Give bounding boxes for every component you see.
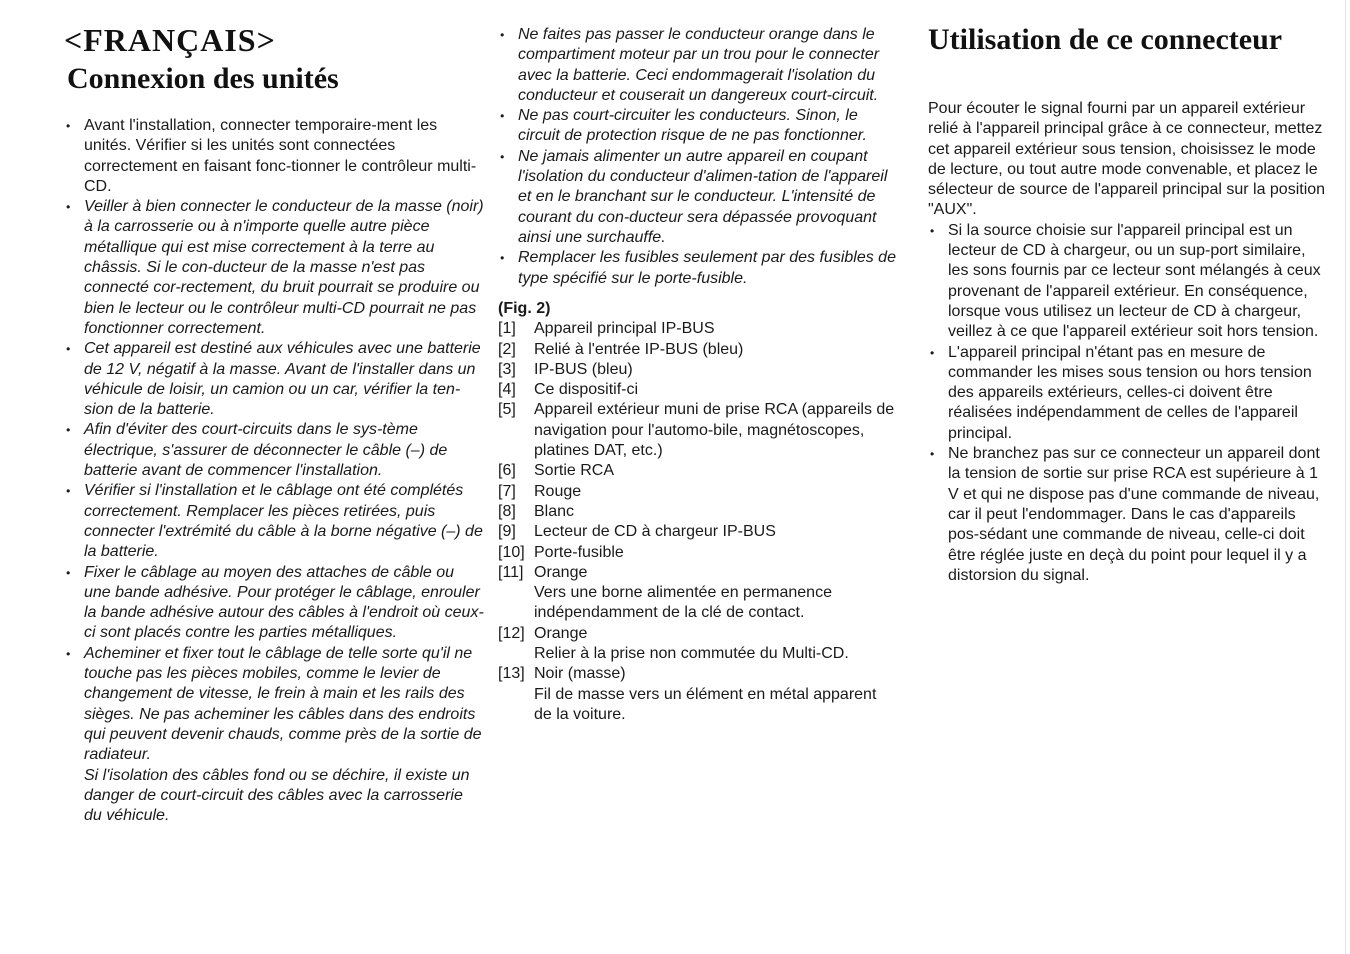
figure-legend-item [498,360,898,380]
figure-legend [498,299,898,725]
utilisation-bullet-list [928,221,1328,586]
legend-number: [7] [498,482,516,500]
page-edge-divider [1345,0,1346,954]
legend-text: Relié à l'entrée IP-BUS (bleu) [534,340,744,358]
legend-number: [3] [498,360,516,378]
bullet-text: Veiller à bien connecter le conducteur de la masse (noir) à la carrosserie ou à n'importe quelle autre pièce métallique qui est mise correctement à la terre au châssis. Si le con-ducteur de la masse n'est pas connecté cor-rectement, du bruit pourrait se produire ou bien le lecteur ou le contrôleur multi-CD pourrait ne pas fonctionner correctement. [84,198,484,337]
legend-number: [9] [498,523,516,541]
figure-legend-item [498,319,898,339]
bullet-item [64,116,484,197]
figure-label: (Fig. 2) [498,300,551,317]
bullet-text: Remplacer les fusibles seulement par des fusibles de type spécifié sur le porte-fusible. [518,249,896,287]
bullet-item [498,248,898,289]
figure-legend-item [498,624,898,665]
legend-number: [1] [498,320,516,338]
legend-text: Rouge [534,482,582,500]
figure-legend-item [498,502,898,522]
legend-number: [4] [498,381,516,399]
bullet-item [498,25,898,106]
intro-paragraph: Pour écouter le signal fourni par un appareil extérieur relié à l'appareil principal grâce à ce connecteur, mettez cet appareil extérieur sous tension, choisissez le mode de lecture, ou tout autre mode convenable, et placez le sélecteur de source de l'appareil principal sur la position "AUX". [928,100,1326,219]
legend-text: Orange [534,624,588,642]
bullet-text: Ne faites pas passer le conducteur orange dans le compartiment moteur par un trou pour le connecter avec la batterie. Ceci endommagerait l'isolation du conducteur et couserait un dangereux court-circuit. [518,26,880,104]
bullet-text: Ne branchez pas sur ce connecteur un appareil dont la tension de sortie sur prise RCA est supérieure à 1 V et qui ne dispose pas d'une commande de niveau, car il peut l'endommager. Dans le cas d'appareils pos-sédant une commande de niveau, celle-ci doit être réglée juste en deçà du point pour lequel il y a distorsion du signal. [948,445,1320,584]
bullet-item [64,563,484,644]
legend-text: Blanc [534,502,575,520]
legend-text: Ce dispositif-ci [534,381,639,399]
legend-text: IP-BUS (bleu) [534,360,633,378]
legend-text: Appareil extérieur muni de prise RCA (appareils de navigation pour l'automo-bile, magnétoscopes, platines DAT, etc.) [534,401,895,460]
bullet-text: Ne jamais alimenter un autre appareil en coupant l'isolation du conducteur d'alimen-tation de l'appareil et en le branchant sur le conducteur. L'intensité de courant du con-ducteur sera dépassée provoquant ainsi une surchauffe. [518,147,888,246]
figure-legend-item [498,664,898,725]
bullet-text: Afin d'éviter des court-circuits dans le sys-tème électrique, s'assurer de déconnecter le câble (–) de batterie avant de commencer l'installation. [84,421,448,480]
legend-number: [5] [498,401,516,419]
bullet-text: Vérifier si l'installation et le câblage ont été complétés correctement. Remplacer les pièces retirées, puis connecter l'extrémité du câble à la borne négative (–) de la batterie. [84,482,483,561]
utilisation-body [928,99,1328,586]
legend-number: [8] [498,502,516,520]
precautions-bullet-list [498,25,898,289]
bullet-item [498,147,898,248]
figure-legend-item [498,482,898,502]
legend-number: [10] [498,543,525,561]
figure-legend-item [498,563,898,624]
language-title: <FRANÇAIS> [64,22,276,58]
bullet-text: L'appareil principal n'étant pas en mesure de commander les mises sous tension ou hors tension des appareils extérieurs, celles-ci doivent être réalisées indépendamment de celles de l'appareil principal. [948,343,1312,442]
figure-legend-item [498,522,898,542]
bullet-text: Fixer le câblage au moyen des attaches de câble ou une bande adhésive. Pour protéger le câblage, enrouler la bande adhésive autour des câbles à l'endroit où ceux-ci sont placés contre les parties métalliques. [84,563,484,642]
section-title-connexion: Connexion des unités [67,62,339,95]
legend-description: Relier à la prise non commutée du Multi-CD. [534,645,849,663]
bullet-item [64,644,484,827]
bullet-text: Acheminer et fixer tout le câblage de telle sorte qu'il ne touche pas les pièces mobiles, comme le levier de changement de vitesse, le frein à main et les rails des sièges. Ne pas acheminer les câbles dans des endroits qui peuvent devenir chauds, comme près de la sortie de radiateur. [84,644,482,764]
bullet-extra-text: Si l'isolation des câbles fond ou se déchire, il existe un danger de court-circuit des câbles avec la carrosserie du véhicule. [84,766,470,825]
bullet-text: Avant l'installation, connecter temporaire-ment les unités. Vérifier si les unités sont connectées correctement en faisant fonc-tionner le contrôleur multi-CD. [84,117,477,195]
legend-number: [13] [498,665,525,683]
figure-legend-item [498,543,898,563]
legend-number: [12] [498,624,525,642]
legend-text: Noir (masse) [534,665,626,683]
bullet-text: Si la source choisie sur l'appareil principal est un lecteur de CD à chargeur, ou un sup-port similaire, les sons fournis par ce lecteur sont mélangés à ceux provenant de l'appareil extérieur. En conséquence, lorsque vous utilisez un lecteur de CD à chargeur, veillez à ce que l'appareil extérieur soit hors tension. [948,221,1321,341]
figure-legend-item [498,461,898,481]
bullet-item [928,221,1328,343]
bullet-text: Ne pas court-circuiter les conducteurs. Sinon, le circuit de protection risque de ne pas fonctionner. [518,107,867,145]
legend-text: Sortie RCA [534,462,615,480]
bullet-item [64,481,484,562]
bullet-item [64,197,484,339]
legend-description: Vers une borne alimentée en permanence indépendamment de la clé de contact. [534,584,832,622]
legend-number: [2] [498,340,516,358]
bullet-item [64,420,484,481]
legend-text: Lecteur de CD à chargeur IP-BUS [534,523,776,541]
bullet-item [928,444,1328,586]
bullet-text: Cet appareil est destiné aux véhicules avec une batterie de 12 V, négatif à la masse. Avant de l'installer dans un véhicule de loisir, un camion ou un car, vérifier la ten-sion de la batterie. [84,340,481,419]
legend-description: Fil de masse vers un élément en métal apparent de la voiture. [534,685,877,723]
bullet-item [498,106,898,147]
figure-legend-item [498,380,898,400]
legend-text: Porte-fusible [534,543,624,561]
legend-text: Appareil principal IP-BUS [534,320,715,338]
bullet-item [64,339,484,420]
connexion-bullet-list [64,116,484,826]
section-title-utilisation: Utilisation de ce connecteur [928,23,1283,56]
legend-number: [6] [498,462,516,480]
legend-number: [11] [498,563,524,581]
figure-legend-item [498,340,898,360]
bullet-item [928,343,1328,444]
legend-text: Orange [534,563,588,581]
figure-legend-item [498,400,898,461]
